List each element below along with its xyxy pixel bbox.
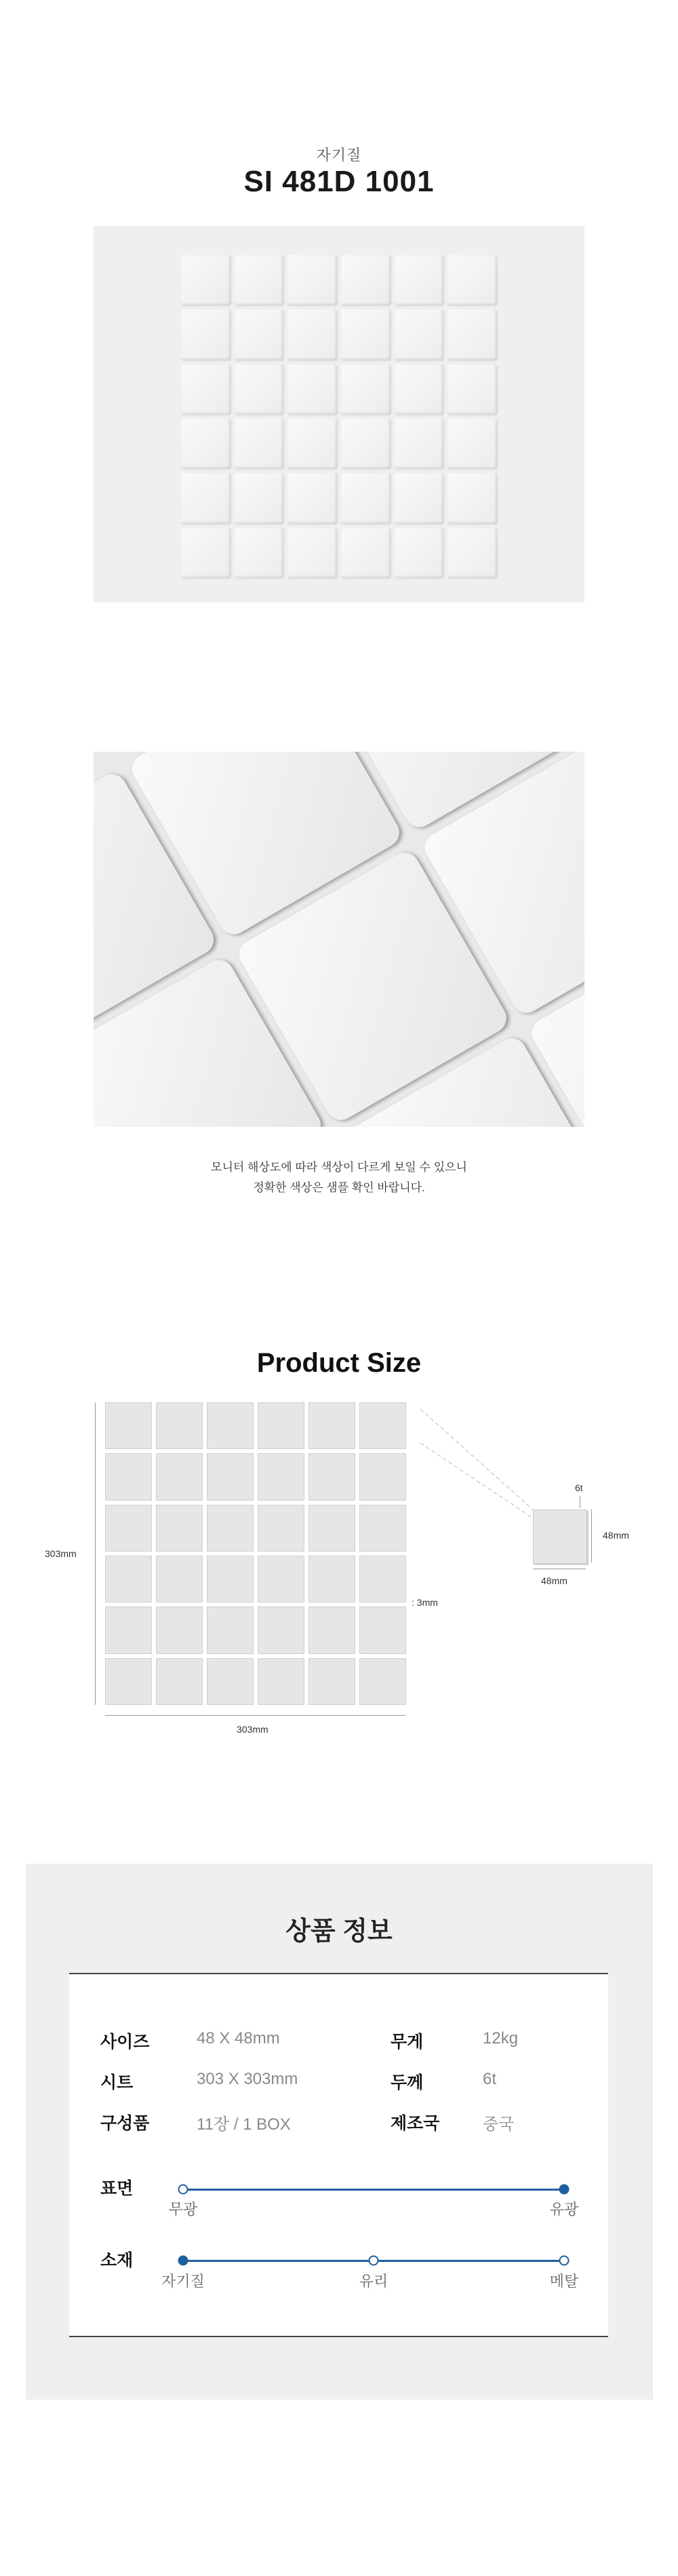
product-photo-closeup	[94, 752, 584, 1127]
tile-closeup-image	[94, 752, 584, 1127]
spec-label-size: 사이즈	[100, 2033, 150, 2052]
surface-scale-track	[183, 2189, 564, 2191]
spec-label-contents: 구성품	[100, 2114, 150, 2133]
spec-value-thickness: 6t	[483, 2070, 497, 2088]
sheet-width-label: 303mm	[237, 1724, 268, 1735]
width-dimension-line	[105, 1715, 406, 1716]
spec-label-origin: 제조국	[391, 2114, 440, 2133]
spec-value-origin: 중국	[483, 2115, 515, 2134]
product-photo-sheet	[94, 226, 584, 602]
height-dimension-line	[95, 1402, 96, 1705]
gap-value: 3mm	[416, 1597, 438, 1608]
spec-value-sheet: 303 X 303mm	[197, 2070, 298, 2088]
surface-option-matte-dot[interactable]	[178, 2185, 188, 2195]
tile-sheet-image	[181, 255, 497, 578]
product-category: 자기질	[316, 147, 362, 164]
spec-label-thickness: 두께	[391, 2073, 424, 2092]
product-code: SI 481D 1001	[243, 165, 435, 198]
tile-zoom-guides	[407, 1402, 542, 1524]
material-option-glass-label: 유리	[359, 2273, 388, 2290]
disclaimer-line-1: 모니터 해상도에 따라 색상이 다르게 보일 수 있으니	[211, 1161, 467, 1174]
spec-value-weight: 12kg	[483, 2029, 519, 2048]
spec-value-contents: 11장 / 1 BOX	[197, 2115, 291, 2134]
material-option-porcelain-label: 자기질	[161, 2273, 205, 2290]
tile-thickness-label: 6t	[575, 1482, 583, 1493]
tile-width-label: 48mm	[541, 1575, 567, 1586]
gap-label: : 3mm	[412, 1597, 438, 1608]
disclaimer-line-2: 정확한 색상은 샘플 확인 바랍니다.	[253, 1181, 425, 1194]
surface-option-matte-label: 무광	[168, 2201, 198, 2218]
tile-height-label: 48mm	[603, 1530, 629, 1541]
surface-option-gloss-label: 유광	[549, 2201, 579, 2218]
material-option-metal-label: 메탈	[549, 2273, 579, 2290]
spec-label-sheet: 시트	[100, 2073, 134, 2092]
material-label: 소재	[100, 2251, 134, 2270]
surface-option-gloss-dot[interactable]	[559, 2185, 570, 2195]
size-title: Product Size	[256, 1348, 422, 1378]
single-tile-diagram	[533, 1510, 587, 1564]
material-option-porcelain-dot[interactable]	[178, 2256, 188, 2266]
material-option-metal-dot[interactable]	[559, 2256, 570, 2266]
info-title: 상품 정보	[285, 1917, 393, 1946]
spec-label-weight: 무게	[391, 2033, 424, 2052]
info-card	[69, 1973, 608, 2337]
sheet-height-label: 303mm	[45, 1548, 77, 1559]
spec-value-size: 48 X 48mm	[197, 2029, 280, 2048]
material-option-glass-dot[interactable]	[369, 2256, 379, 2266]
color-disclaimer	[0, 1157, 678, 1198]
tile-height-line	[591, 1510, 592, 1562]
sheet-diagram	[105, 1402, 406, 1705]
surface-label: 표면	[100, 2179, 134, 2198]
